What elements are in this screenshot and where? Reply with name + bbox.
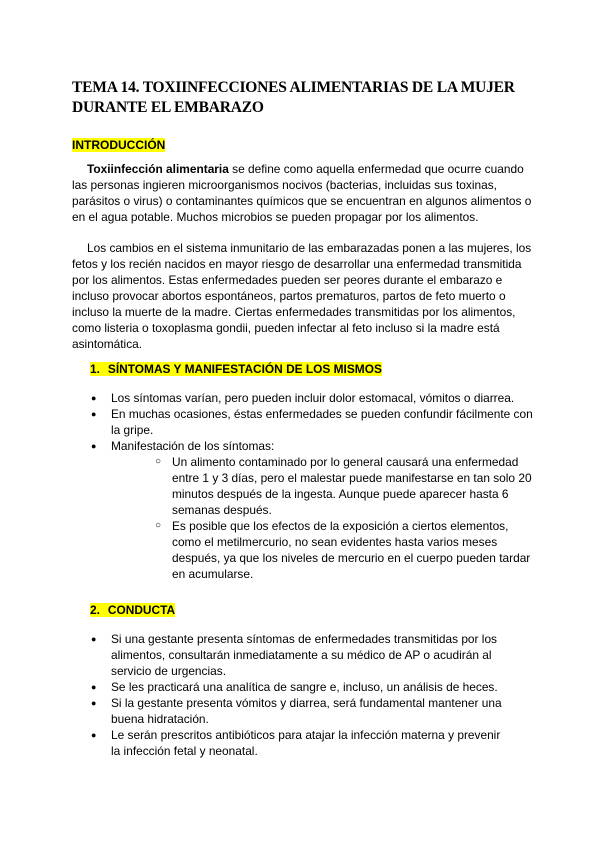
list-item: ● Se les practicará una analítica de sangre e, incluso, un análisis de heces.: [91, 679, 511, 695]
sub-list-item: ○ Es posible que los efectos de la exposición a ciertos elementos, como el metilmercurio, no sean evidentes hasta varios meses después, ya que los niveles de mercurio en el cuerpo pueden tardar en acumularse.: [155, 518, 536, 582]
list-item-text: Manifestación de los síntomas:: [111, 439, 275, 453]
section-1-heading-text: SÍNTOMAS Y MANIFESTACIÓN DE LOS MISMOS: [107, 362, 382, 376]
intro-term: Toxiinfección alimentaria: [87, 162, 229, 176]
intro-paragraph-2: [72, 240, 534, 352]
section-2-number: 2.: [90, 603, 100, 617]
intro-heading: [72, 137, 165, 153]
section-1-sub-list: [111, 454, 536, 582]
list-item: [91, 438, 536, 582]
list-item: ● Los síntomas varían, pero pueden incluir dolor estomacal, vómitos o diarrea.: [91, 390, 536, 406]
intro-paragraph-1: [72, 161, 534, 225]
section-1-heading: [90, 361, 382, 377]
intro-heading-text: INTRODUCCIÓN: [72, 138, 166, 152]
section-1-list: [91, 390, 536, 582]
intro-paragraph-1-text: se define como aquella enfermedad que ocurre cuando las personas ingieren microorganismos nocivos (bacterias, incluidas sus toxinas, parásitos o virus) o contaminantes químicos que se encuentran en algunos alimentos o en el agua potable. Muchos microbios se pueden propagar por los alimentos.: [72, 162, 532, 224]
list-item: ● Si la gestante presenta vómitos y diarrea, será fundamental mantener una buena hidratación.: [91, 695, 511, 727]
intro-paragraph-2-text: Los cambios en el sistema inmunitario de las embarazadas ponen a las mujeres, los fetos y los recién nacidos en mayor riesgo de desarrollar una enfermedad transmitida por los alimentos. Estas enfermedades pueden ser peores durante el embarazo e incluso provocar abortos espontáneos, partos prematuros, partos de feto muerto o incluso la muerte de la madre. Ciertas enfermedades transmitidas por los alimentos, como listeria o toxoplasma gondii, pueden infectar al feto incluso si la madre está asintomática.: [72, 241, 532, 351]
section-2-list: [91, 631, 511, 759]
list-item: ● Le serán prescritos antibióticos para atajar la infección materna y prevenir la infección fetal y neonatal.: [91, 727, 511, 759]
section-1-number: 1.: [90, 362, 100, 376]
sub-list-item: ○ Un alimento contaminado por lo general causará una enfermedad entre 1 y 3 días, pero el malestar puede manifestarse en tan solo 20 minutos después de la ingesta. Aunque puede aparecer hasta 6 semanas después.: [155, 454, 536, 518]
document-title: TEMA 14. TOXIINFECCIONES ALIMENTARIAS DE LA MUJER DURANTE EL EMBARAZO: [72, 79, 515, 116]
list-item: ● En muchas ocasiones, éstas enfermedades se pueden confundir fácilmente con la gripe.: [91, 406, 536, 438]
list-item: ● Si una gestante presenta síntomas de enfermedades transmitidas por los alimentos, consultarán inmediatamente a su médico de AP o acudirán al servicio de urgencias.: [91, 631, 511, 679]
section-2-heading: [90, 602, 175, 618]
section-2-heading-text: CONDUCTA: [107, 603, 176, 617]
